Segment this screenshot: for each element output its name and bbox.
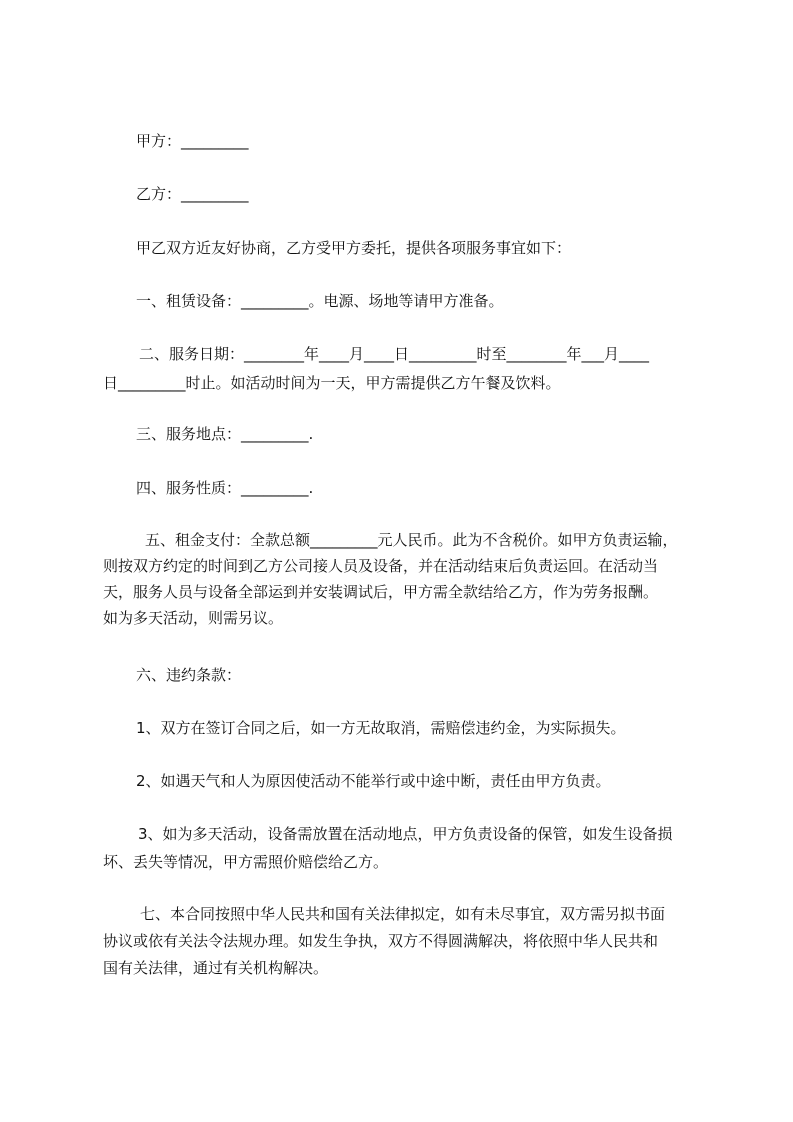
clause-5-line-4: 如为多天活动，则需另议。 [103,609,284,627]
clause-6-item-1-text: 1、双方在签订合同之后，如一方无故取消，需赔偿违约金，为实际损失。 [136,719,626,737]
clause-6-item-2-paragraph [136,771,736,791]
clause-5-line-1: 五、租金支付：全款总额_________元人民币。此为不含税价。如甲方负责运输， [145,531,678,549]
clause-4-paragraph [136,478,736,498]
clause-2-line-2: 日_________时止。如活动时间为一天，甲方需提供乙方午餐及饮料。 [103,374,561,392]
clause-1-text: 一、租赁设备：_________。电源、场地等请甲方准备。 [136,292,504,310]
clause-7-line-3: 国有关法律，通过有关机构解决。 [103,959,329,977]
clause-5-line-2: 则按双方约定的时间到乙方公司接人员及设备，并在活动结束后负责运回。在活动当 [103,557,659,575]
clause-6-item-3-line-2: 坏、丢失等情况，甲方需照价赔偿给乙方。 [103,853,389,871]
clause-5-line-3: 天，服务人员与设备全部运到并安装调试后，甲方需全款结给乙方，作为劳务报酬。 [103,583,659,601]
clause-2-line-1: 二、服务日期：________年____月____日_________时至________年___月____ [139,345,650,363]
party-b-line [136,184,736,204]
intro-text: 甲乙双方近友好协商，乙方受甲方委托，提供各项服务事宜如下： [136,239,572,257]
clause-6-item-3-paragraph [103,824,703,872]
clause-6-item-1-paragraph [136,718,736,738]
clause-1-paragraph [136,291,736,311]
clause-3-text: 三、服务地点：_________. [136,425,314,443]
clause-7-line-2: 协议或依有关法令法规办理。如发生争执，双方不得圆满解决，将依照中华人民共和 [103,932,659,950]
clause-6-item-3-line-1: 3、如为多天活动，设备需放置在活动地点，甲方负责设备的保管，如发生设备损 [138,825,673,843]
clause-6-item-2-text: 2、如遇天气和人为原因使活动不能举行或中途中断，责任由甲方负责。 [136,772,611,790]
party-a-line [136,131,736,151]
intro-paragraph [136,238,736,258]
clause-6-title-paragraph [136,665,736,685]
clause-6-title: 六、违约条款： [136,666,242,684]
party-b-text: 乙方：_________ [136,185,249,203]
clause-7-line-1: 七、本合同按照中华人民共和国有关法律拟定，如有未尽事宜，双方需另拟书面 [140,905,666,923]
clause-7-paragraph [103,904,703,978]
clause-5-paragraph [103,530,703,628]
clause-4-text: 四、服务性质：_________. [136,479,314,497]
party-a-text: 甲方：_________ [136,132,249,150]
clause-2-paragraph [103,344,703,393]
clause-3-paragraph [136,424,736,444]
